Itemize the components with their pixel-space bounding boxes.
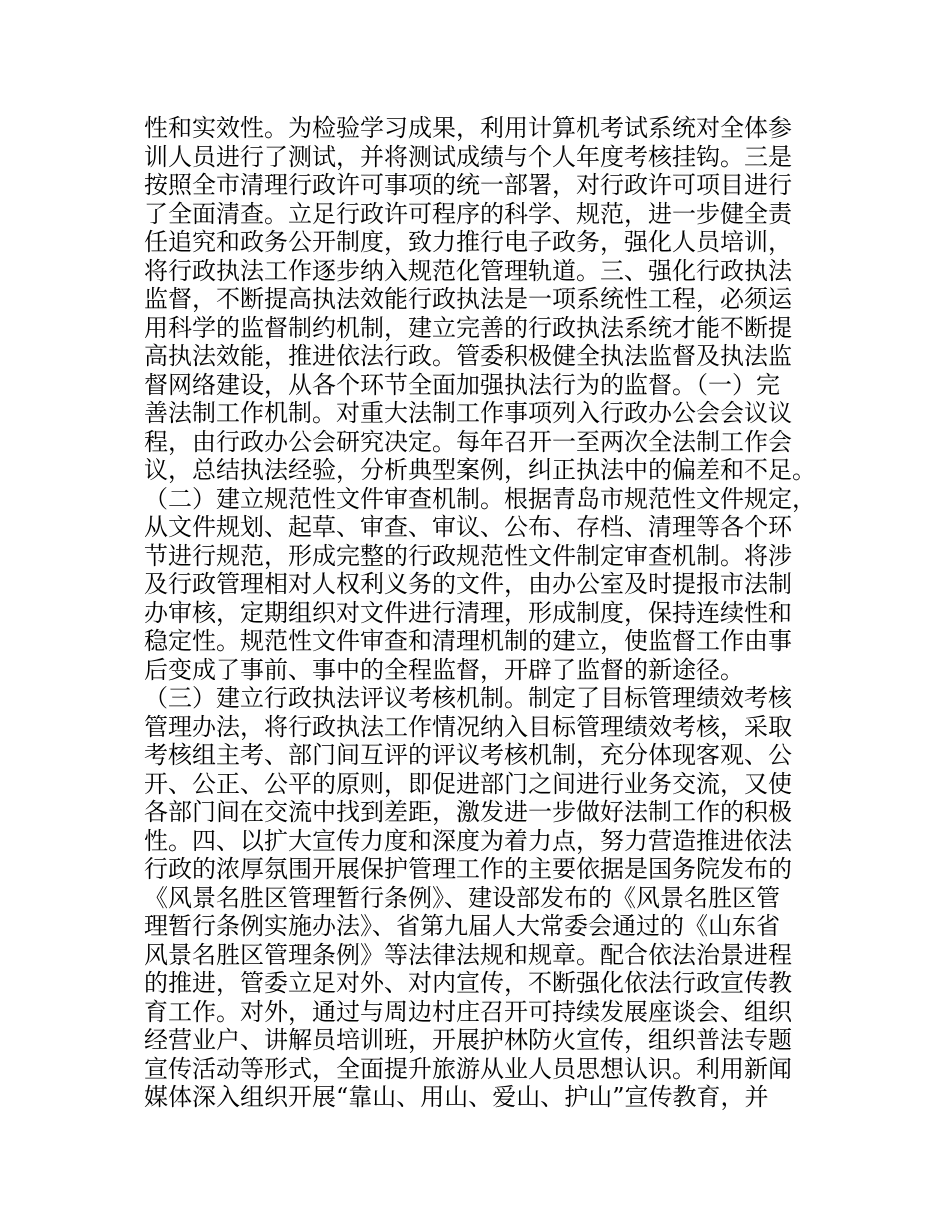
text-line: 善法制工作机制。对重大法制工作事项列入行政办公会会议议	[144, 399, 792, 427]
text-line: 考核组主考、部门间互评的评议考核机制，充分体现客观、公	[144, 741, 792, 769]
text-line: 按照全市清理行政许可事项的统一部署，对行政许可项目进行	[144, 171, 792, 199]
text-line: 行政的浓厚氛围开展保护管理工作的主要依据是国务院发布的	[144, 855, 792, 883]
text-line: 风景名胜区管理条例》等法律法规和规章。配合依法治景进程	[144, 940, 792, 969]
text-line: 督网络建设，从各个环节全面加强执法行为的监督。（一）完	[144, 370, 780, 399]
text-line: 宣传活动等形式，全面提升旅游从业人员思想认识。利用新闻	[144, 1054, 792, 1083]
text-line: 后变成了事前、事中的全程监督，开辟了监督的新途径。	[144, 655, 744, 684]
text-line: 议，总结执法经验，分析典型案例，纠正执法中的偏差和不足。	[144, 456, 816, 484]
text-line: 及行政管理相对人权利义务的文件，由办公室及时提报市法制	[144, 570, 792, 598]
text-line: 的推进，管委立足对外、对内宣传，不断强化依法行政宣传教	[144, 969, 792, 997]
text-line: 开、公正、公平的原则，即促进部门之间进行业务交流，又使	[144, 769, 792, 798]
text-line: 用科学的监督制约机制，建立完善的行政执法系统才能不断提	[144, 313, 792, 342]
text-line: 稳定性。规范性文件审查和清理机制的建立，使监督工作由事	[144, 627, 792, 655]
text-line: 性。四、以扩大宣传力度和深度为着力点，努力营造推进依法	[144, 826, 792, 855]
text-line: （二）建立规范性文件审查机制。根据青岛市规范性文件规定，	[144, 484, 816, 513]
text-line: 程，由行政办公会研究决定。每年召开一至两次全法制工作会	[144, 427, 792, 456]
text-line: 经营业户、讲解员培训班，开展护林防火宣传，组织普法专题	[144, 1026, 792, 1054]
text-line: （三）建立行政执法评议考核机制。制定了目标管理绩效考核	[144, 684, 792, 712]
text-line: 理暂行条例实施办法》、省第九届人大常委会通过的《山东省	[144, 912, 780, 940]
body-text	[144, 114, 834, 1112]
text-line: 监督，不断提高执法效能行政执法是一项系统性工程，必须运	[144, 285, 792, 313]
text-line: 媒体深入组织开展“靠山、用山、爱山、护山”宣传教育，并	[144, 1083, 769, 1111]
text-line: 从文件规划、起草、审查、审议、公布、存档、清理等各个环	[144, 513, 792, 541]
text-line: 训人员进行了测试，并将测试成绩与个人年度考核挂钩。三是	[144, 142, 792, 171]
text-line: 将行政执法工作逐步纳入规范化管理轨道。三、强化行政执法	[144, 256, 792, 285]
text-line: 育工作。对外，通过与周边村庄召开可持续发展座谈会、组织	[144, 997, 792, 1026]
text-line: 任追究和政务公开制度，致力推行电子政务，强化人员培训，	[144, 228, 792, 256]
text-line: 性和实效性。为检验学习成果，利用计算机考试系统对全体参	[144, 114, 792, 142]
text-line: 各部门间在交流中找到差距，激发进一步做好法制工作的积极	[144, 798, 792, 826]
text-line: 了全面清查。立足行政许可程序的科学、规范，进一步健全责	[144, 199, 792, 228]
text-line: 管理办法，将行政执法工作情况纳入目标管理绩效考核，采取	[144, 712, 792, 741]
text-line: 办审核，定期组织对文件进行清理，形成制度，保持连续性和	[144, 598, 792, 627]
text-line: 高执法效能，推进依法行政。管委积极健全执法监督及执法监	[144, 342, 792, 370]
text-line: 《风景名胜区管理暂行条例》、建设部发布的《风景名胜区管	[144, 883, 780, 912]
text-line: 节进行规范，形成完整的行政规范性文件制定审查机制。将涉	[144, 541, 792, 570]
